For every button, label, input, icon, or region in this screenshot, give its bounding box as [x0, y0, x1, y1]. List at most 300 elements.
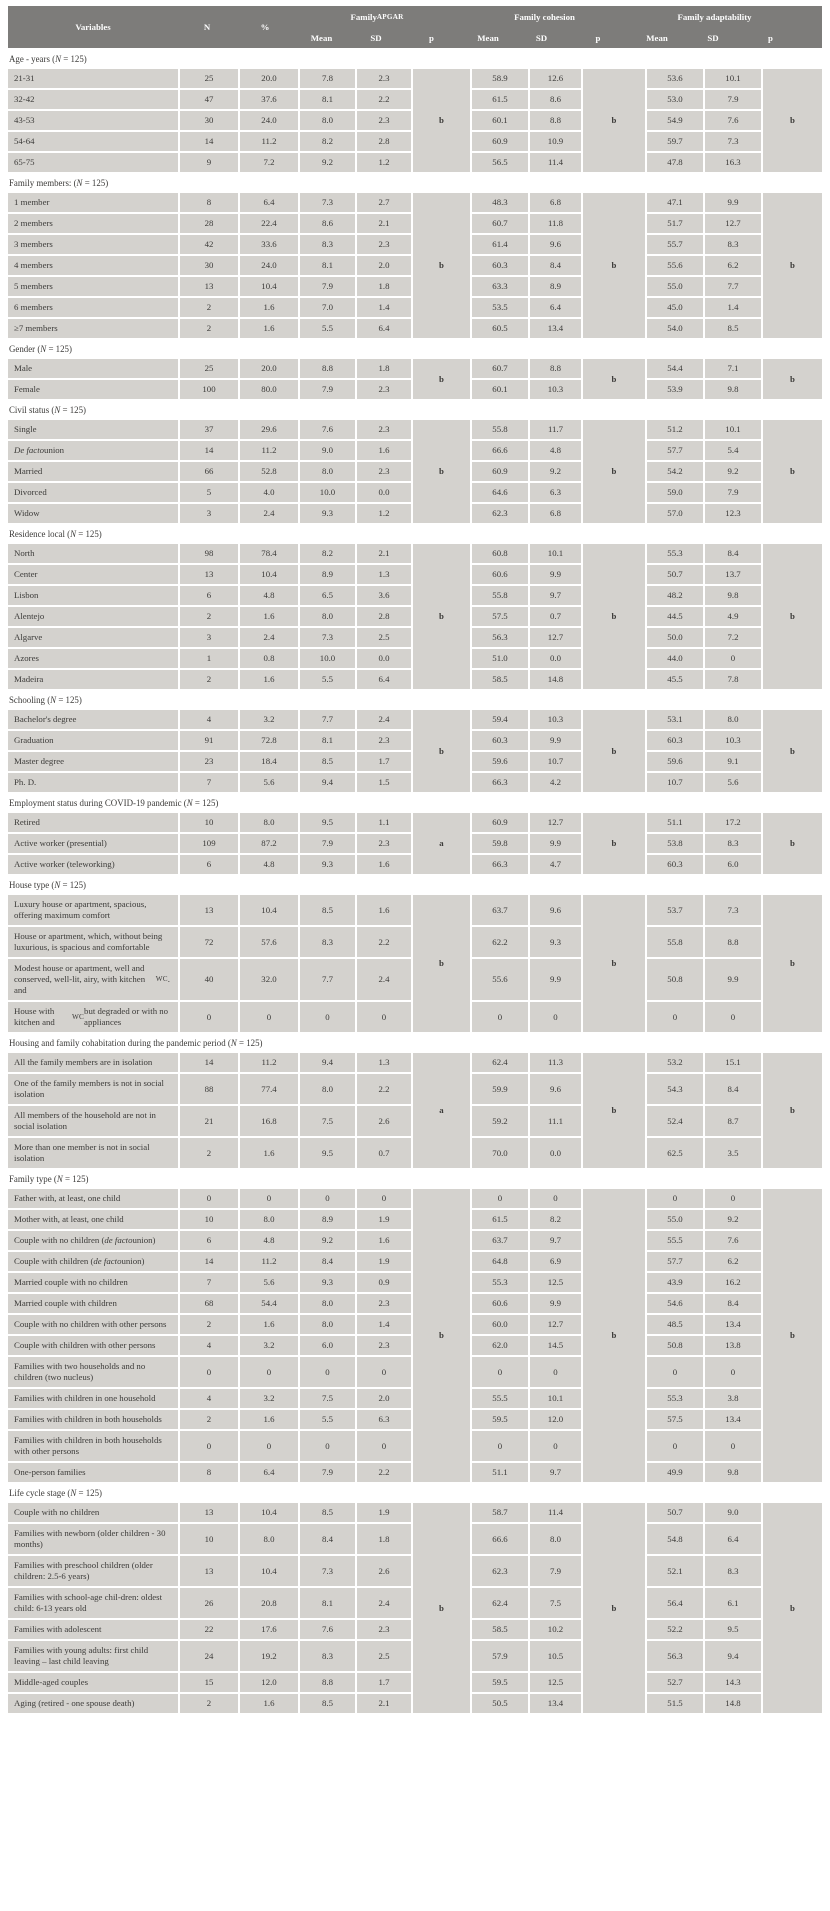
value-cell: 57.5: [472, 607, 528, 626]
value-cell: 5.5: [300, 319, 355, 338]
value-cell: 2.4: [240, 628, 298, 647]
value-cell: 50.7: [647, 1503, 703, 1522]
value-cell: 7: [180, 1273, 238, 1292]
value-cell: 7.0: [300, 298, 355, 317]
value-cell: 0.7: [357, 1138, 411, 1168]
value-cell: 13: [180, 1556, 238, 1586]
value-cell: 59.0: [647, 483, 703, 502]
value-cell: 2.0: [357, 256, 411, 275]
value-cell: 11.2: [240, 1252, 298, 1271]
value-cell: 0: [180, 1357, 238, 1387]
value-cell: 59.6: [472, 752, 528, 771]
value-cell: 9.2: [705, 462, 761, 481]
value-cell: 56.4: [647, 1588, 703, 1618]
value-cell: 64.8: [472, 1252, 528, 1271]
value-cell: 48.3: [472, 193, 528, 212]
p-value-cell: b: [583, 710, 645, 792]
row-label-cell: Graduation: [8, 731, 178, 750]
value-cell: 30: [180, 111, 238, 130]
row-label-cell: Families with adolescent: [8, 1620, 178, 1639]
value-cell: 61.5: [472, 90, 528, 109]
value-cell: 50.8: [647, 1336, 703, 1355]
p-value-cell: b: [413, 359, 470, 399]
value-cell: 87.2: [240, 834, 298, 853]
value-cell: 7.3: [300, 1556, 355, 1586]
value-cell: 57.7: [647, 441, 703, 460]
value-cell: 4.9: [705, 607, 761, 626]
value-cell: 60.6: [472, 1294, 528, 1313]
value-cell: 0.7: [530, 607, 581, 626]
value-cell: 1.2: [357, 504, 411, 523]
value-cell: 24: [180, 1641, 238, 1671]
value-cell: 53.2: [647, 1053, 703, 1072]
value-cell: 53.5: [472, 298, 528, 317]
row-label-cell: Families with children in one household: [8, 1389, 178, 1408]
col-header-n: N: [203, 22, 211, 32]
p-value-cell: b: [583, 813, 645, 874]
section-title: Family type (N = 125): [8, 1168, 822, 1189]
value-cell: 8.5: [300, 752, 355, 771]
value-cell: 10.4: [240, 565, 298, 584]
row-label-cell: 54-64: [8, 132, 178, 151]
p-value-cell: b: [763, 1189, 822, 1482]
value-cell: 0: [472, 1357, 528, 1387]
value-cell: 0: [240, 1002, 298, 1032]
value-cell: 9.6: [530, 895, 581, 925]
value-cell: 0: [647, 1189, 703, 1208]
value-cell: 8.5: [300, 1694, 355, 1713]
value-cell: 55.8: [472, 420, 528, 439]
value-cell: 9.4: [300, 1053, 355, 1072]
value-cell: 0.9: [357, 1273, 411, 1292]
value-cell: 9.2: [530, 462, 581, 481]
value-cell: 80.0: [240, 380, 298, 399]
value-cell: 19.2: [240, 1641, 298, 1671]
value-cell: 0: [647, 1357, 703, 1387]
row-label-cell: Families with young adults: first child leaving – last child leaving: [8, 1641, 178, 1671]
value-cell: 45.0: [647, 298, 703, 317]
value-cell: 2: [180, 1315, 238, 1334]
value-cell: 0: [705, 1357, 761, 1387]
value-cell: 2.3: [357, 834, 411, 853]
value-cell: 2.5: [357, 1641, 411, 1671]
value-cell: 51.2: [647, 420, 703, 439]
value-cell: 1.9: [357, 1252, 411, 1271]
value-cell: 6.5: [300, 586, 355, 605]
p-value-cell: b: [583, 420, 645, 523]
value-cell: 0: [180, 1189, 238, 1208]
value-cell: 42: [180, 235, 238, 254]
value-cell: 2.3: [357, 462, 411, 481]
value-cell: 2.3: [357, 731, 411, 750]
value-cell: 57.0: [647, 504, 703, 523]
value-cell: 2.2: [357, 1463, 411, 1482]
value-cell: 45.5: [647, 670, 703, 689]
value-cell: 8.2: [530, 1210, 581, 1229]
col-header-cohesion-sd: SD: [535, 33, 548, 43]
value-cell: 14.8: [530, 670, 581, 689]
value-cell: 10.3: [530, 380, 581, 399]
value-cell: 1.6: [240, 607, 298, 626]
value-cell: 8.0: [705, 710, 761, 729]
value-cell: 8.3: [705, 834, 761, 853]
value-cell: 50.7: [647, 565, 703, 584]
value-cell: 2.1: [357, 1694, 411, 1713]
row-label-cell: Families with newborn (older children - 30 months): [8, 1524, 178, 1554]
value-cell: 9.6: [530, 1074, 581, 1104]
value-cell: 55.8: [472, 586, 528, 605]
value-cell: 5.4: [705, 441, 761, 460]
value-cell: 0: [530, 1002, 581, 1032]
row-label-cell: Lisbon: [8, 586, 178, 605]
value-cell: 9.2: [300, 153, 355, 172]
value-cell: 55.0: [647, 1210, 703, 1229]
value-cell: 7.7: [300, 710, 355, 729]
value-cell: 10: [180, 813, 238, 832]
value-cell: 98: [180, 544, 238, 563]
col-header-percent: %: [260, 22, 270, 32]
value-cell: 8.4: [705, 1294, 761, 1313]
value-cell: 51.1: [472, 1463, 528, 1482]
value-cell: 7.7: [705, 277, 761, 296]
value-cell: 8.1: [300, 90, 355, 109]
value-cell: 8.7: [705, 1106, 761, 1136]
value-cell: 8.0: [300, 1074, 355, 1104]
value-cell: 62.4: [472, 1053, 528, 1072]
col-header-adaptability-mean: Mean: [646, 33, 668, 43]
value-cell: 8.2: [300, 544, 355, 563]
row-label-cell: Families with children in both households with other persons: [8, 1431, 178, 1461]
value-cell: 8.4: [705, 544, 761, 563]
value-cell: 0: [530, 1357, 581, 1387]
value-cell: 13.8: [705, 1336, 761, 1355]
value-cell: 6.4: [357, 319, 411, 338]
value-cell: 2.4: [357, 1588, 411, 1618]
p-value-cell: b: [413, 1189, 470, 1482]
value-cell: 60.9: [472, 462, 528, 481]
p-value-cell: b: [583, 193, 645, 338]
value-cell: 55.8: [647, 927, 703, 957]
row-label-cell: Aging (retired - one spouse death): [8, 1694, 178, 1713]
row-label-cell: 4 members: [8, 256, 178, 275]
value-cell: 0: [240, 1357, 298, 1387]
row-label-cell: Married couple with no children: [8, 1273, 178, 1292]
value-cell: 12.0: [240, 1673, 298, 1692]
value-cell: 16.2: [705, 1273, 761, 1292]
p-value-cell: b: [763, 193, 822, 338]
value-cell: 9.9: [530, 565, 581, 584]
section-title: Housing and family cohabitation during the pandemic period (N = 125): [8, 1032, 822, 1053]
value-cell: 58.7: [472, 1503, 528, 1522]
row-label-cell: Active worker (presential): [8, 834, 178, 853]
value-cell: 2.1: [357, 544, 411, 563]
row-label-cell: North: [8, 544, 178, 563]
section-title: Life cycle stage (N = 125): [8, 1482, 822, 1503]
value-cell: 57.6: [240, 927, 298, 957]
value-cell: 13: [180, 895, 238, 925]
value-cell: 1.6: [357, 441, 411, 460]
value-cell: 60.7: [472, 214, 528, 233]
value-cell: 7.8: [705, 670, 761, 689]
row-label-cell: De facto union: [8, 441, 178, 460]
value-cell: 9.9: [530, 731, 581, 750]
value-cell: 50.8: [647, 959, 703, 1000]
value-cell: 66.3: [472, 855, 528, 874]
value-cell: 0: [472, 1002, 528, 1032]
p-value-cell: b: [763, 710, 822, 792]
value-cell: 2.3: [357, 1336, 411, 1355]
value-cell: 10.4: [240, 895, 298, 925]
p-value-cell: b: [413, 895, 470, 1032]
section-title: Family members: (N = 125): [8, 172, 822, 193]
value-cell: 4: [180, 1336, 238, 1355]
value-cell: 60.9: [472, 132, 528, 151]
value-cell: 0: [357, 1357, 411, 1387]
row-label-cell: Female: [8, 380, 178, 399]
value-cell: 60.3: [472, 731, 528, 750]
row-label-cell: 43-53: [8, 111, 178, 130]
p-value-cell: b: [763, 359, 822, 399]
value-cell: 72: [180, 927, 238, 957]
value-cell: 0: [647, 1431, 703, 1461]
row-label-cell: Retired: [8, 813, 178, 832]
value-cell: 9.9: [530, 959, 581, 1000]
value-cell: 9.9: [705, 959, 761, 1000]
value-cell: 0.0: [530, 649, 581, 668]
value-cell: 24.0: [240, 256, 298, 275]
value-cell: 10: [180, 1524, 238, 1554]
value-cell: 4.8: [530, 441, 581, 460]
value-cell: 1.7: [357, 752, 411, 771]
value-cell: 56.3: [647, 1641, 703, 1671]
section-rows: [8, 813, 822, 874]
value-cell: 7.3: [300, 193, 355, 212]
value-cell: 14.5: [530, 1336, 581, 1355]
value-cell: 20.0: [240, 69, 298, 88]
value-cell: 13.7: [705, 565, 761, 584]
value-cell: 12.0: [530, 1410, 581, 1429]
value-cell: 9.2: [705, 1210, 761, 1229]
value-cell: 2.7: [357, 193, 411, 212]
value-cell: 59.9: [472, 1074, 528, 1104]
value-cell: 2.8: [357, 132, 411, 151]
value-cell: 7.3: [705, 132, 761, 151]
value-cell: 53.7: [647, 895, 703, 925]
row-label-cell: House or apartment, which, without being luxurious, is spacious and comfortable: [8, 927, 178, 957]
value-cell: 18.4: [240, 752, 298, 771]
value-cell: 0.0: [357, 483, 411, 502]
value-cell: 9.0: [300, 441, 355, 460]
value-cell: 59.7: [647, 132, 703, 151]
value-cell: 8.3: [300, 927, 355, 957]
row-label-cell: One-person families: [8, 1463, 178, 1482]
value-cell: 62.0: [472, 1336, 528, 1355]
value-cell: 63.7: [472, 895, 528, 925]
value-cell: 9.3: [300, 504, 355, 523]
value-cell: 1.4: [705, 298, 761, 317]
value-cell: 8.3: [705, 1556, 761, 1586]
section-rows: [8, 420, 822, 523]
value-cell: 7.9: [530, 1556, 581, 1586]
value-cell: 60.7: [472, 359, 528, 378]
value-cell: 7.1: [705, 359, 761, 378]
value-cell: 12.6: [530, 69, 581, 88]
value-cell: 51.5: [647, 1694, 703, 1713]
value-cell: 8.6: [530, 90, 581, 109]
value-cell: 9.5: [300, 1138, 355, 1168]
value-cell: 1.8: [357, 277, 411, 296]
value-cell: 1.6: [240, 670, 298, 689]
value-cell: 10.7: [530, 752, 581, 771]
value-cell: 12.7: [530, 1315, 581, 1334]
value-cell: 7: [180, 773, 238, 792]
value-cell: 8: [180, 1463, 238, 1482]
value-cell: 15.1: [705, 1053, 761, 1072]
value-cell: 2.8: [357, 607, 411, 626]
value-cell: 9.9: [705, 193, 761, 212]
value-cell: 0: [530, 1189, 581, 1208]
value-cell: 1.6: [240, 1138, 298, 1168]
value-cell: 59.2: [472, 1106, 528, 1136]
value-cell: 8.0: [240, 1524, 298, 1554]
value-cell: 10.4: [240, 1503, 298, 1522]
p-value-cell: b: [413, 1503, 470, 1713]
value-cell: 53.0: [647, 90, 703, 109]
row-label-cell: Master degree: [8, 752, 178, 771]
value-cell: 1.3: [357, 1053, 411, 1072]
value-cell: 0.0: [357, 649, 411, 668]
value-cell: 8.8: [530, 359, 581, 378]
p-value-cell: b: [413, 193, 470, 338]
value-cell: 9.0: [705, 1503, 761, 1522]
value-cell: 10.7: [647, 773, 703, 792]
value-cell: 5.6: [240, 1273, 298, 1292]
value-cell: 7.5: [300, 1389, 355, 1408]
value-cell: 1.8: [357, 1524, 411, 1554]
section-rows: [8, 1189, 822, 1482]
value-cell: 15: [180, 1673, 238, 1692]
value-cell: 54.0: [647, 319, 703, 338]
value-cell: 1.6: [240, 298, 298, 317]
row-label-cell: Families with children in both households: [8, 1410, 178, 1429]
value-cell: 2: [180, 607, 238, 626]
row-label-cell: House with kitchen and WC but degraded or with no appliances: [8, 1002, 178, 1032]
value-cell: 1.9: [357, 1210, 411, 1229]
value-cell: 11.2: [240, 1053, 298, 1072]
value-cell: 6.8: [530, 504, 581, 523]
value-cell: 32.0: [240, 959, 298, 1000]
section-title: Schooling (N = 125): [8, 689, 822, 710]
value-cell: 0: [472, 1431, 528, 1461]
value-cell: 8.0: [240, 813, 298, 832]
row-label-cell: Married: [8, 462, 178, 481]
value-cell: 3.2: [240, 1389, 298, 1408]
value-cell: 6.4: [357, 670, 411, 689]
value-cell: 9.6: [530, 235, 581, 254]
value-cell: 68: [180, 1294, 238, 1313]
value-cell: 66.6: [472, 1524, 528, 1554]
row-label-cell: 32-42: [8, 90, 178, 109]
value-cell: 17.6: [240, 1620, 298, 1639]
value-cell: 1.6: [357, 1231, 411, 1250]
value-cell: 7.2: [240, 153, 298, 172]
value-cell: 58.5: [472, 670, 528, 689]
value-cell: 60.6: [472, 565, 528, 584]
p-value-cell: b: [763, 1503, 822, 1713]
value-cell: 7.6: [705, 111, 761, 130]
value-cell: 7.9: [300, 834, 355, 853]
row-label-cell: 5 members: [8, 277, 178, 296]
value-cell: 1.6: [240, 1315, 298, 1334]
value-cell: 9.2: [300, 1231, 355, 1250]
value-cell: 8.9: [530, 277, 581, 296]
value-cell: 8.0: [300, 111, 355, 130]
value-cell: 9.7: [530, 1231, 581, 1250]
value-cell: 62.3: [472, 1556, 528, 1586]
value-cell: 11.7: [530, 420, 581, 439]
value-cell: 9.8: [705, 1463, 761, 1482]
value-cell: 9.5: [705, 1620, 761, 1639]
value-cell: 58.9: [472, 69, 528, 88]
value-cell: 2.3: [357, 69, 411, 88]
table-body: [8, 48, 822, 1713]
value-cell: 12.3: [705, 504, 761, 523]
value-cell: 0: [180, 1431, 238, 1461]
value-cell: 8: [180, 193, 238, 212]
col-group-family-apgar: Family APGAR: [350, 12, 404, 22]
value-cell: 88: [180, 1074, 238, 1104]
value-cell: 2.2: [357, 927, 411, 957]
value-cell: 3.2: [240, 1336, 298, 1355]
value-cell: 0: [240, 1431, 298, 1461]
value-cell: 8.5: [300, 895, 355, 925]
value-cell: 51.1: [647, 813, 703, 832]
value-cell: 6: [180, 586, 238, 605]
value-cell: 8.1: [300, 1588, 355, 1618]
row-label-cell: Center: [8, 565, 178, 584]
value-cell: 1: [180, 649, 238, 668]
value-cell: 60.1: [472, 380, 528, 399]
value-cell: 11.8: [530, 214, 581, 233]
value-cell: 8.0: [300, 1294, 355, 1313]
p-value-cell: b: [583, 895, 645, 1032]
value-cell: 10: [180, 1210, 238, 1229]
value-cell: 13: [180, 565, 238, 584]
section-rows: [8, 1503, 822, 1713]
col-header-adaptability-sd: SD: [707, 33, 719, 43]
value-cell: 4: [180, 1389, 238, 1408]
value-cell: 5.5: [300, 1410, 355, 1429]
p-value-cell: b: [763, 1053, 822, 1168]
value-cell: 55.0: [647, 277, 703, 296]
value-cell: 11.2: [240, 441, 298, 460]
value-cell: 11.3: [530, 1053, 581, 1072]
value-cell: 0: [705, 1189, 761, 1208]
value-cell: 0: [180, 1002, 238, 1032]
value-cell: 54.3: [647, 1074, 703, 1104]
value-cell: 6.4: [530, 298, 581, 317]
value-cell: 2.4: [357, 959, 411, 1000]
row-label-cell: Couple with children with other persons: [8, 1336, 178, 1355]
value-cell: 29.6: [240, 420, 298, 439]
value-cell: 13: [180, 1503, 238, 1522]
value-cell: 7.6: [300, 1620, 355, 1639]
section-title: Gender (N = 125): [8, 338, 822, 359]
row-label-cell: Madeira: [8, 670, 178, 689]
value-cell: 9.3: [300, 1273, 355, 1292]
value-cell: 6.0: [705, 855, 761, 874]
value-cell: 64.6: [472, 483, 528, 502]
